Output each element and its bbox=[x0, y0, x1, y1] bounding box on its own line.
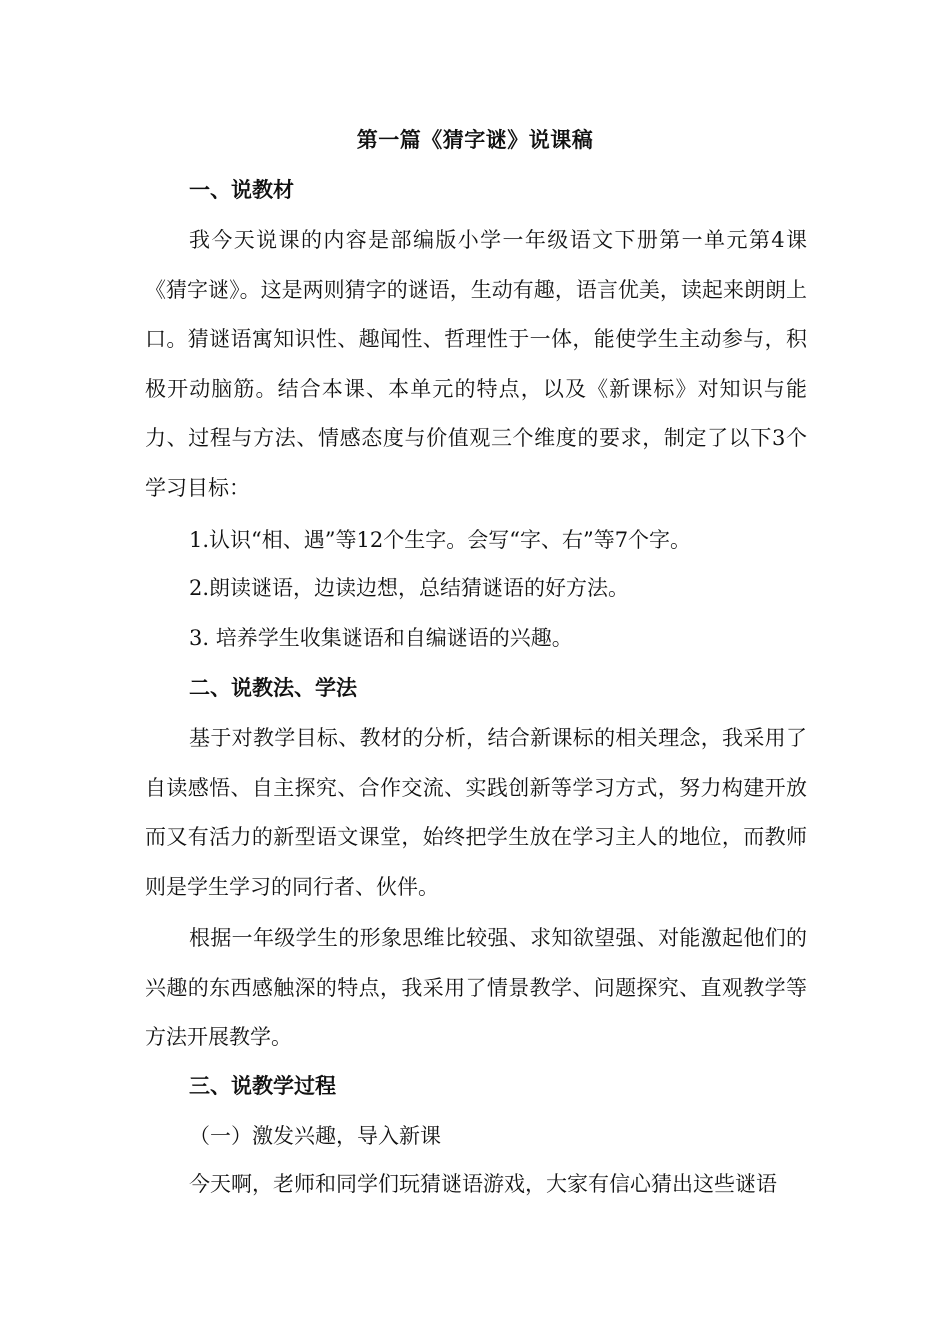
goal-item-2: 2.朗读谜语，边读边想，总结猜谜语的好方法。 bbox=[189, 576, 630, 600]
section-heading-1: 一、说教材 bbox=[189, 178, 294, 202]
paragraph-textbook-intro: 我今天说课的内容是部编版小学一年级语文下册第一单元第4课《猜字谜》。这是两则猜字的谜语，生动有趣，语言优美，读起来朗朗上口。猜谜语寓知识性、趣闻性、哲理性于一体，能使学生主动参与，积极开动脑筋。结合本课、本单元的特点，以及《新课标》对知识与能力、过程与方法、情感态度与价值观三个维度的要求，制定了以下3个学习目标： bbox=[145, 228, 807, 500]
section-heading-2: 二、说教法、学法 bbox=[189, 676, 357, 700]
paragraph-process-intro: 今天啊，老师和同学们玩猜谜语游戏，大家有信心猜出这些谜语 bbox=[189, 1172, 777, 1196]
section-heading-3: 三、说教学过程 bbox=[189, 1074, 336, 1098]
goal-item-3: 3. 培养学生收集谜语和自编谜语的兴趣。 bbox=[189, 626, 573, 650]
document-title: 第一篇《猜字谜》说课稿 bbox=[356, 128, 594, 152]
paragraph-teaching-approach: 根据一年级学生的形象思维比较强、求知欲望强、对能激起他们的兴趣的东西感触深的特点，我采用了情景教学、问题探究、直观教学等方法开展教学。 bbox=[145, 926, 807, 1049]
paragraph-methods: 基于对教学目标、教材的分析，结合新课标的相关理念，我采用了自读感悟、自主探究、合作交流、实践创新等学习方式，努力构建开放而又有活力的新型语文课堂，始终把学生放在学习主人的地位，而教师则是学生学习的同行者、伙伴。 bbox=[145, 726, 807, 899]
subsection-heading-1: （一）激发兴趣，导入新课 bbox=[189, 1124, 441, 1148]
goal-item-1: 1.认识“相、遇”等12个生字。会写“字、右”等7个字。 bbox=[189, 528, 692, 552]
